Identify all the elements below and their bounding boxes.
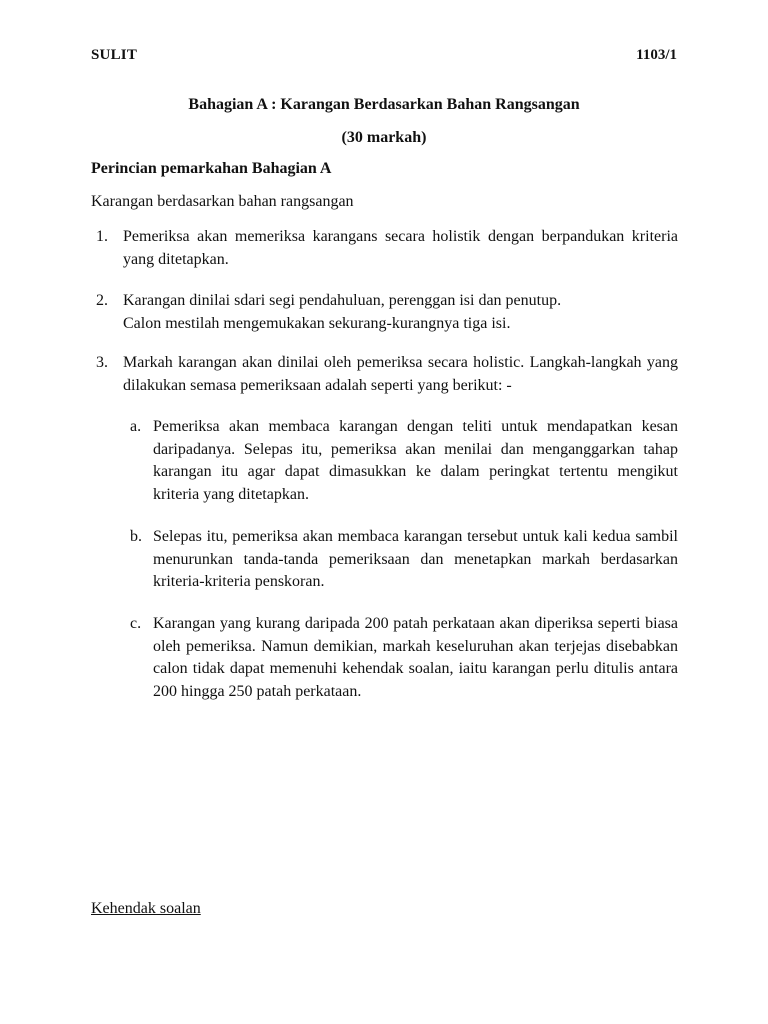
section-marks: (30 markah): [341, 129, 427, 146]
list-item-number: 3.: [96, 354, 108, 371]
paper-code: 1103/1: [636, 47, 677, 63]
list-item-number: 2.: [96, 292, 108, 309]
list-item-text: Pemeriksa akan memeriksa karangans secara holistik dengan berpandukan kriteria yang ditetapkan.: [123, 228, 678, 268]
sub-list-item-text: Pemeriksa akan membaca karangan dengan teliti untuk mendapatkan kesan daripadanya. Selepas itu, pemeriksa akan menilai dan menganggarkan tahap karangan itu agar dapat dimasukkan ke dalam peringkat tertentu mengikut kriteria yang ditetapkan.: [153, 418, 678, 503]
list-item-2: [96, 290, 678, 335]
sub-list-item-letter: a.: [130, 418, 142, 435]
sub-list-item-letter: c.: [130, 615, 142, 632]
question-requirements-heading: Kehendak soalan: [91, 900, 201, 917]
sub-list-item-b: [130, 526, 678, 594]
sub-list-item-letter: b.: [130, 528, 142, 545]
sub-list-item-c: [130, 613, 678, 703]
classification-label: SULIT: [91, 47, 138, 63]
sub-list-item-text: Selepas itu, pemeriksa akan membaca karangan tersebut untuk kali kedua sambil menurunkan tanda-tanda pemeriksaan dan menetapkan markah berdasarkan kriteria-kriteria penskoran.: [153, 528, 678, 590]
list-item-line-1: Karangan dinilai sdari segi pendahuluan, perenggan isi dan penutup.: [123, 292, 562, 309]
list-item-text: [123, 290, 678, 335]
marking-details-heading: Perincian pemarkahan Bahagian A: [91, 160, 332, 177]
list-item-1: [96, 226, 678, 271]
section-title: Bahagian A : Karangan Berdasarkan Bahan Rangsangan: [188, 96, 580, 113]
list-item-3: [96, 352, 678, 397]
essay-type-label: Karangan berdasarkan bahan rangsangan: [91, 193, 354, 210]
list-item-number: 1.: [96, 228, 108, 245]
sub-list-item-text: Karangan yang kurang daripada 200 patah perkataan akan diperiksa seperti biasa oleh pemeriksa. Namun demikian, markah keseluruhan akan terjejas disebabkan calon tidak dapat memenuhi kehendak soalan, iaitu karangan perlu ditulis antara 200 hingga 250 patah perkataan.: [153, 615, 678, 700]
list-item-text: Markah karangan akan dinilai oleh pemeriksa secara holistic. Langkah-langkah yang dilakukan semasa pemeriksaan adalah seperti yang berikut: -: [123, 354, 678, 394]
sub-list-item-a: [130, 416, 678, 506]
list-item-line-2: Calon mestilah mengemukakan sekurang-kurangnya tiga isi.: [123, 314, 511, 332]
